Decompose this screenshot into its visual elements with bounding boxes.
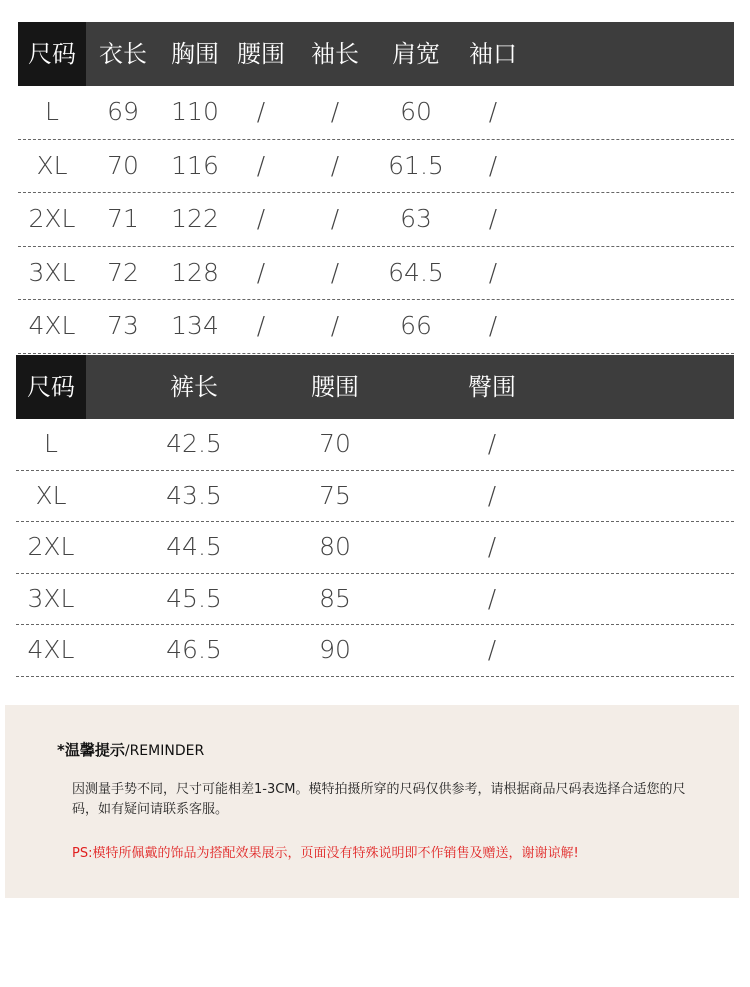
table-cell: /: [256, 150, 266, 180]
table-cell: /: [256, 257, 266, 287]
table-cell: /: [488, 257, 498, 287]
table-cell: 70: [319, 429, 351, 458]
reminder-body: 因测量手势不同，尺寸可能相差1-3CM。模特拍摄所穿的尺码仅供参考，请根据商品尺码表选择合适您的尺码，如有疑问请联系客服。: [72, 782, 686, 817]
table-cell: /: [487, 429, 497, 458]
table-cell: /: [256, 204, 266, 233]
reminder-title-en: /REMINDER: [124, 743, 205, 759]
table-cell: XL: [36, 150, 68, 180]
table-cell: /: [487, 635, 497, 664]
table-cell: 75: [319, 480, 351, 510]
table-cell: L: [45, 97, 59, 126]
table-cell: /: [488, 204, 498, 233]
table-cell: /: [487, 532, 497, 561]
header-cell-cuff: 袖口: [469, 40, 517, 68]
bottom-table-header: [16, 355, 734, 419]
table-cell: 2XL: [27, 532, 75, 561]
table-cell: 3XL: [28, 257, 76, 287]
table-cell: /: [488, 150, 498, 180]
table-cell: 66: [400, 311, 432, 340]
table-cell: 46.5: [166, 635, 222, 664]
header-cell-size: 尺码: [28, 40, 76, 68]
table-cell: 44.5: [166, 532, 222, 561]
header-cell-length: 衣长: [99, 40, 147, 68]
header-cell-size: 尺码: [27, 373, 75, 401]
reminder-box: [5, 705, 739, 898]
table-cell: /: [330, 204, 340, 233]
reminder-ps-note: PS:模特所佩戴的饰品为搭配效果展示，页面没有特殊说明即不作销售及赠送，谢谢谅解!: [72, 846, 579, 861]
table-cell: 4XL: [27, 635, 75, 664]
table-cell: /: [256, 311, 266, 340]
table-cell: 42.5: [166, 429, 222, 458]
table-row: [18, 300, 734, 354]
table-row: [16, 522, 734, 574]
table-cell: 72: [107, 257, 139, 287]
reminder-title-cn: *温馨提示: [57, 741, 125, 759]
table-cell: /: [330, 257, 340, 287]
table-cell: 69: [107, 97, 139, 126]
reminder-title: [57, 739, 204, 760]
table-cell: 63: [400, 204, 432, 233]
table-cell: 45.5: [166, 583, 222, 613]
table-row: [18, 193, 734, 247]
table-cell: /: [488, 97, 498, 126]
header-cell-chest: 胸围: [171, 40, 219, 68]
table-cell: 71: [107, 204, 139, 233]
top-table-header: [18, 22, 734, 86]
table-cell: 2XL: [28, 204, 76, 233]
table-cell: 3XL: [27, 583, 75, 613]
table-cell: 80: [319, 532, 351, 561]
table-cell: /: [330, 311, 340, 340]
table-cell: 90: [319, 635, 351, 664]
bottom-size-table: [16, 355, 734, 677]
table-cell: L: [44, 429, 58, 458]
table-cell: 134: [171, 311, 219, 340]
table-row: [16, 419, 734, 471]
table-cell: 122: [171, 204, 219, 233]
table-row: [16, 574, 734, 626]
table-row: [16, 471, 734, 523]
table-cell: 128: [171, 257, 219, 287]
table-cell: 4XL: [28, 311, 76, 340]
table-cell: 43.5: [166, 480, 222, 510]
table-cell: 60: [400, 97, 432, 126]
top-size-table: [18, 22, 734, 354]
table-cell: 116: [171, 150, 219, 180]
header-cell-waist: 腰围: [237, 40, 285, 68]
header-cell-sleeve: 袖长: [311, 40, 359, 68]
table-cell: XL: [35, 480, 67, 510]
header-cell-shoulder: 肩宽: [392, 40, 440, 68]
header-cell-pants-length: 裤长: [170, 373, 218, 401]
table-row: [16, 625, 734, 677]
table-row: [18, 86, 734, 140]
table-cell: /: [256, 97, 266, 126]
header-cell-waist: 腰围: [311, 373, 359, 401]
table-cell: 64.5: [388, 257, 444, 287]
table-cell: 73: [107, 311, 139, 340]
table-cell: 61.5: [388, 150, 444, 180]
table-cell: 70: [107, 150, 139, 180]
table-row: [18, 247, 734, 301]
table-cell: /: [488, 311, 498, 340]
table-cell: 85: [319, 583, 351, 613]
table-cell: /: [487, 480, 497, 510]
table-row: [18, 140, 734, 194]
table-cell: /: [330, 150, 340, 180]
table-cell: /: [487, 583, 497, 613]
table-cell: /: [330, 97, 340, 126]
table-cell: 110: [171, 97, 219, 126]
header-cell-hip: 臀围: [468, 373, 516, 401]
